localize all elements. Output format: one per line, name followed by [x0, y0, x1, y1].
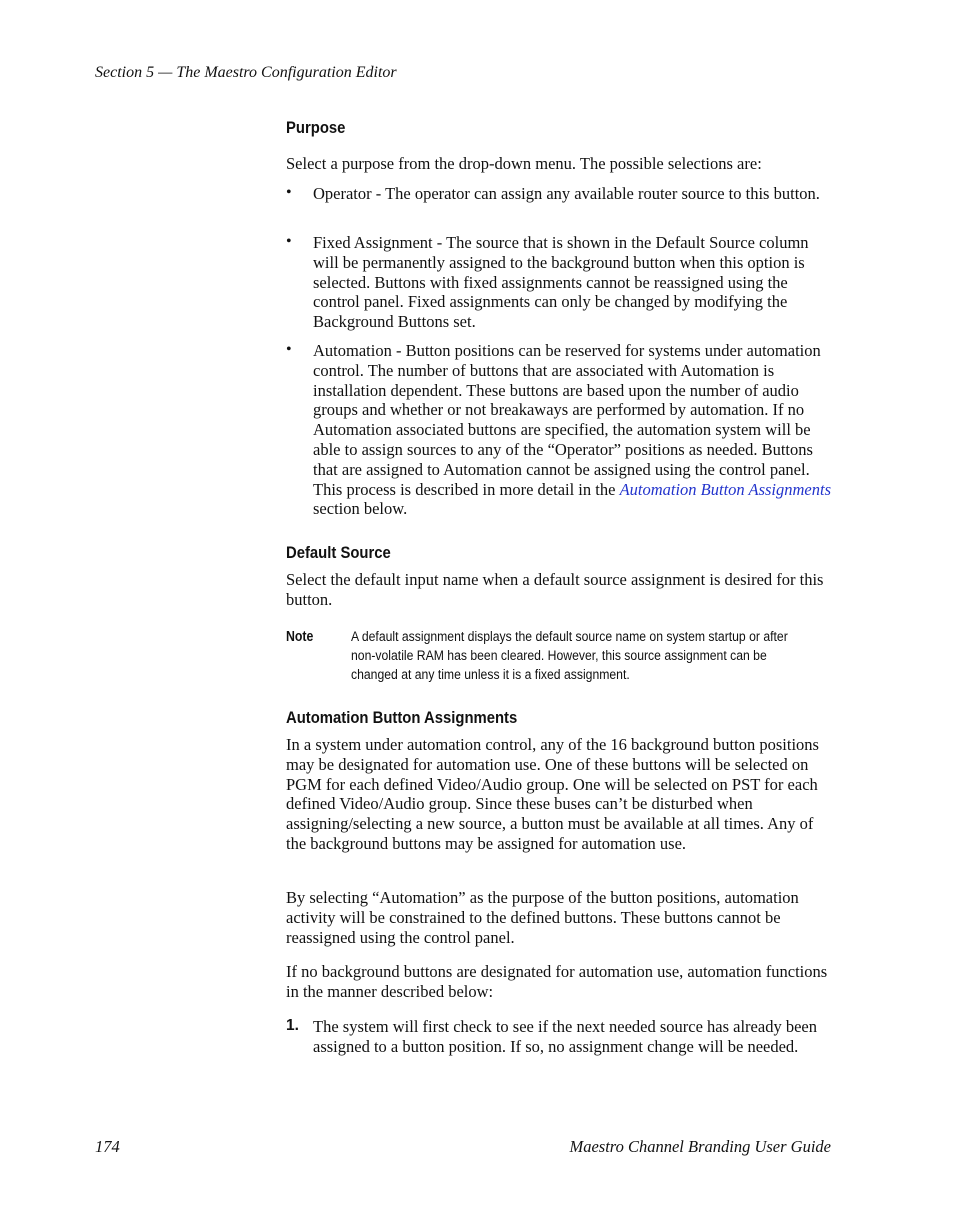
running-head: Section 5 — The Maestro Configuration Editor [95, 64, 397, 81]
numbered-step [286, 1017, 834, 1057]
page-number: 174 [95, 1137, 120, 1156]
default-source-body: Select the default input name when a default source assignment is desired for this button. [286, 570, 824, 609]
automation-assignments-heading: Automation Button Assignments [286, 709, 518, 727]
automation-paragraph: If no background buttons are designated for automation use, automation functions in the manner described below: [286, 962, 828, 1001]
note-label: Note [286, 629, 314, 645]
step-number: 1. [286, 1017, 299, 1034]
automation-paragraph: By selecting “Automation” as the purpose of the button positions, automation activity will be constrained to the defined buttons. These buttons cannot be reassigned using the control panel. [286, 888, 799, 947]
automation-button-assignments-link[interactable]: Automation Button Assignments [619, 479, 832, 499]
list-item [286, 341, 834, 519]
automation-item-text-end: section below. [313, 499, 408, 519]
automation-paragraph: In a system under automation control, any of the 16 background button positions may be designated for automation use. One of these buttons will be selected on PGM for each defined Video/Audio group. One will be selected on PST for each defined Video/Audio group. Since these buses can’t be disturbed when assigning/selecting a new source, a button must be available at all times. Any of the background buttons may be assigned for automation use. [286, 735, 819, 853]
purpose-heading: Purpose [286, 119, 346, 137]
purpose-item-fixed-assignment: Fixed Assignment - The source that is shown in the Default Source column will be permanently assigned to the background button when this option is selected. Buttons with fixed assignments cannot be reassigned using the control panel. Fixed assignments can only be changed by modifying the Background Buttons set. [313, 233, 809, 332]
automation-item-text: Automation - Button positions can be reserved for systems under automation control. The number of buttons that are associated with Automation is installation dependent. These buttons are based upon the number of audio groups and whether or not breakaways are performed by automation. If no Automation associated buttons are specified, the automation system will be able to assign sources to any of the “Operator” positions as needed. Buttons that are assigned to Automation cannot be assigned using the control panel. This process is described in more detail in the [313, 341, 821, 499]
bullet-icon: • [286, 184, 292, 201]
step-text: The system will first check to see if the next needed source has already been assigned to a button position. If so, no assignment change will be needed. [313, 1017, 817, 1056]
purpose-item-operator: Operator - The operator can assign any available router source to this button. [313, 184, 820, 203]
guide-title: Maestro Channel Branding User Guide [569, 1137, 831, 1156]
list-item [286, 184, 834, 204]
bullet-icon: • [286, 233, 292, 250]
purpose-item-automation [313, 341, 834, 519]
default-source-heading: Default Source [286, 544, 391, 562]
list-item [286, 233, 834, 332]
bullet-icon: • [286, 341, 292, 358]
purpose-intro: Select a purpose from the drop-down menu. The possible selections are: [286, 154, 762, 173]
note-text: A default assignment displays the default source name on system startup or after non-volatile RAM has been cleared. However, this source assignment can be changed at any time unless it is a fixed assignment. [351, 629, 788, 683]
